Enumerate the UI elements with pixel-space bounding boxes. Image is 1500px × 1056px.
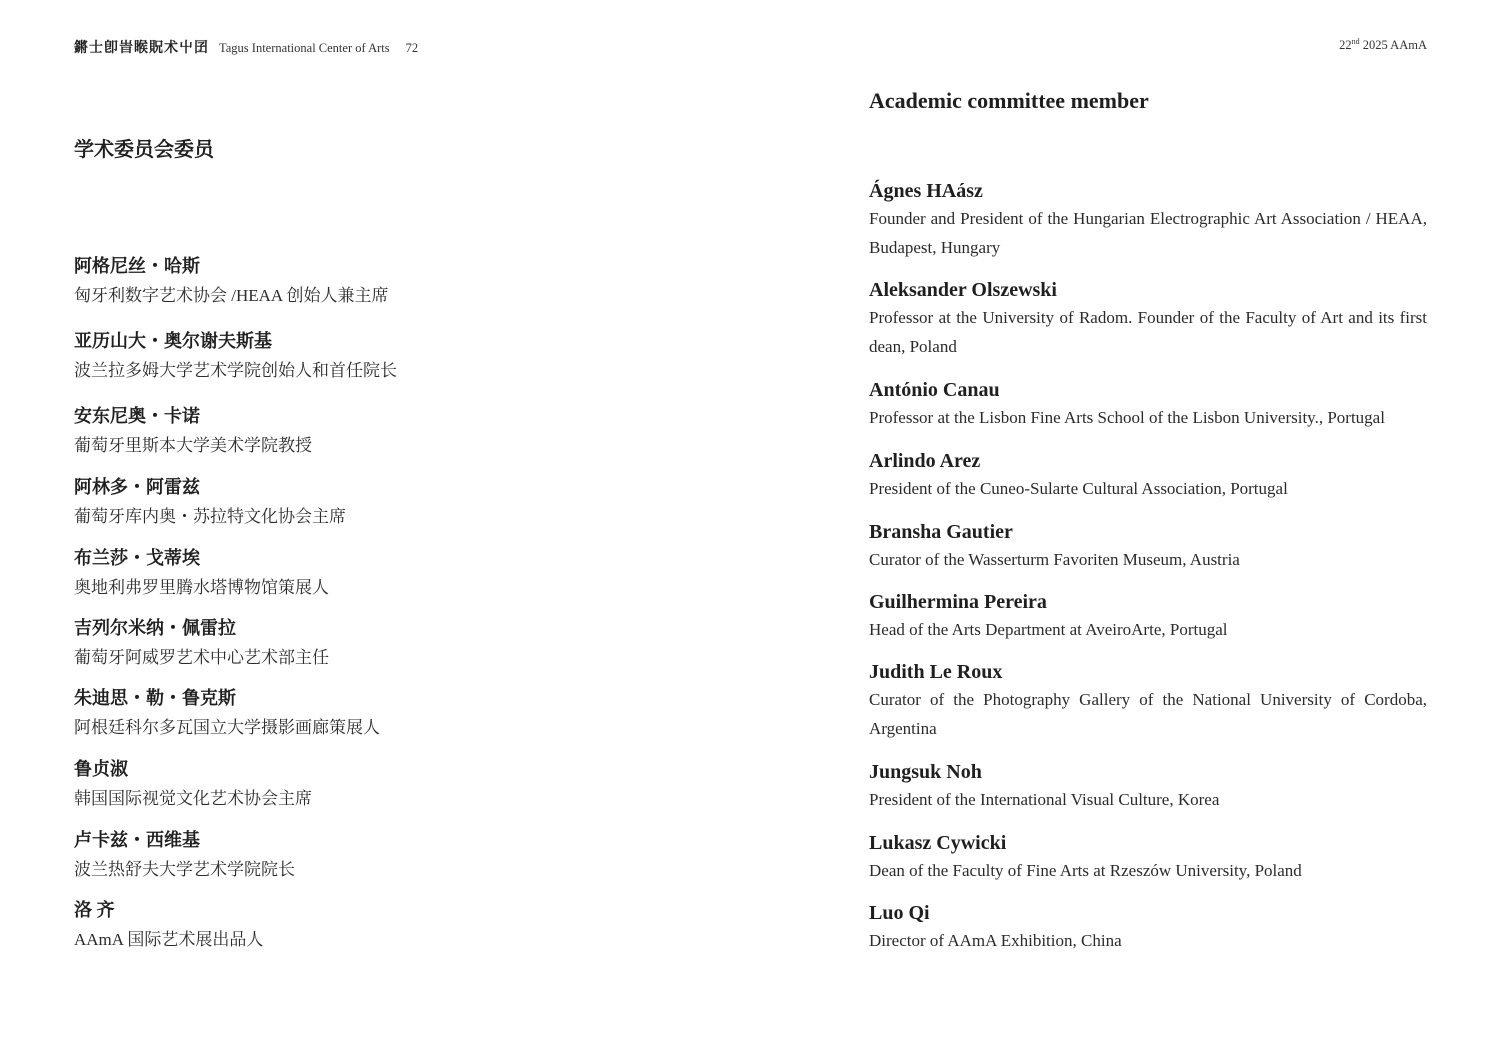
en-member-role: Director of AAmA Exhibition, China xyxy=(869,931,1122,950)
en-member-item xyxy=(869,277,1427,361)
cn-member-role: 波兰热舒夫大学艺术学院院长 xyxy=(74,860,295,879)
cn-member-role: 阿根廷科尔多瓦国立大学摄影画廊策展人 xyxy=(74,718,380,737)
en-member-item xyxy=(869,900,1427,955)
en-member-role: Professor at the University of Radom. Founder of the Faculty of Art and its first dean, Poland xyxy=(869,308,1427,356)
en-member-name: Aleksander Olszewski xyxy=(869,279,1057,301)
edition-number: 22 xyxy=(1339,38,1352,53)
cn-member-role: 葡萄牙里斯本大学美术学院教授 xyxy=(74,436,312,455)
cn-member-name: 安东尼奥・卡诺 xyxy=(74,406,200,426)
cn-member-item xyxy=(74,685,694,741)
english-column xyxy=(869,86,1429,950)
en-member-name: Luo Qi xyxy=(869,902,930,924)
en-member-role: President of the Cuneo-Sularte Cultural Association, Portugal xyxy=(869,479,1288,498)
edition-label xyxy=(1339,37,1427,53)
cn-member-name: 亚历山大・奥尔谢夫斯基 xyxy=(74,331,272,351)
en-member-name: Guilhermina Pereira xyxy=(869,591,1047,613)
cn-member-name: 阿林多・阿雷兹 xyxy=(74,477,200,497)
en-member-item xyxy=(869,759,1427,814)
cn-member-item xyxy=(74,474,694,530)
cn-member-item xyxy=(74,827,694,883)
cn-member-item xyxy=(74,897,694,953)
en-member-name: Judith Le Roux xyxy=(869,661,1003,683)
en-member-name: Bransha Gautier xyxy=(869,521,1013,543)
cn-member-name: 鲁贞淑 xyxy=(74,759,128,779)
en-member-role: Head of the Arts Department at AveiroArte, Portugal xyxy=(869,620,1228,639)
english-heading: Academic committee member xyxy=(869,88,1149,113)
en-member-name: Lukasz Cywicki xyxy=(869,832,1007,854)
cn-member-role: 匈牙利数字艺术协会 /HEAA 创始人兼主席 xyxy=(74,286,389,305)
cn-member-name: 卢卡兹・西维基 xyxy=(74,830,200,850)
cn-member-item xyxy=(74,403,694,459)
cn-member-role: 韩国国际视觉文化艺术协会主席 xyxy=(74,789,312,808)
en-member-item xyxy=(869,519,1427,574)
page-header-left xyxy=(74,37,418,57)
chinese-column xyxy=(74,136,694,949)
chinese-heading: 学术委员会委员 xyxy=(74,139,214,161)
en-member-role: Dean of the Faculty of Fine Arts at Rzeszów University, Poland xyxy=(869,861,1302,880)
en-member-name: António Canau xyxy=(869,379,1000,401)
en-member-name: Arlindo Arez xyxy=(869,450,981,472)
cn-member-name: 洛 齐 xyxy=(74,900,115,920)
cn-member-item xyxy=(74,253,694,309)
cn-member-role: 奥地利弗罗里腾水塔博物馆策展人 xyxy=(74,578,329,597)
en-member-item xyxy=(869,830,1427,885)
cn-member-item xyxy=(74,615,694,671)
center-name: Tagus International Center of Arts xyxy=(219,41,390,55)
cn-member-role: AAmA 国际艺术展出品人 xyxy=(74,930,264,949)
center-logo: 鏘士卽旹睺貺术屮囝 xyxy=(74,40,209,56)
en-member-role: President of the International Visual Culture, Korea xyxy=(869,790,1220,809)
cn-member-role: 波兰拉多姆大学艺术学院创始人和首任院长 xyxy=(74,361,397,380)
cn-member-name: 朱迪思・勒・鲁克斯 xyxy=(74,688,236,708)
en-member-item xyxy=(869,448,1427,503)
en-member-name: Ágnes HAász xyxy=(869,180,983,202)
cn-member-role: 葡萄牙阿威罗艺术中心艺术部主任 xyxy=(74,648,329,667)
edition-year-title: 2025 AAmA xyxy=(1359,38,1427,53)
en-member-name: Jungsuk Noh xyxy=(869,761,982,783)
en-member-role: Founder and President of the Hungarian Electrographic Art Association / HEAA, Budapest, Hungary xyxy=(869,209,1427,257)
cn-member-name: 阿格尼丝・哈斯 xyxy=(74,256,200,276)
en-member-item xyxy=(869,377,1427,432)
cn-member-item xyxy=(74,545,694,601)
cn-member-role: 葡萄牙库内奥・苏拉特文化协会主席 xyxy=(74,507,346,526)
page-number: 72 xyxy=(405,41,419,55)
edition-ordinal: nd xyxy=(1351,37,1360,46)
cn-member-item xyxy=(74,328,694,384)
en-member-item xyxy=(869,589,1427,644)
en-member-item xyxy=(869,178,1427,262)
en-member-item xyxy=(869,659,1427,743)
cn-member-name: 吉列尔米纳・佩雷拉 xyxy=(74,618,236,638)
en-member-role: Curator of the Wasserturm Favoriten Museum, Austria xyxy=(869,550,1240,569)
en-member-role: Curator of the Photography Gallery of the National University of Cordoba, Argentina xyxy=(869,690,1427,738)
cn-member-name: 布兰莎・戈蒂埃 xyxy=(74,548,200,568)
cn-member-item xyxy=(74,756,694,812)
en-member-role: Professor at the Lisbon Fine Arts School of the Lisbon University., Portugal xyxy=(869,408,1385,427)
